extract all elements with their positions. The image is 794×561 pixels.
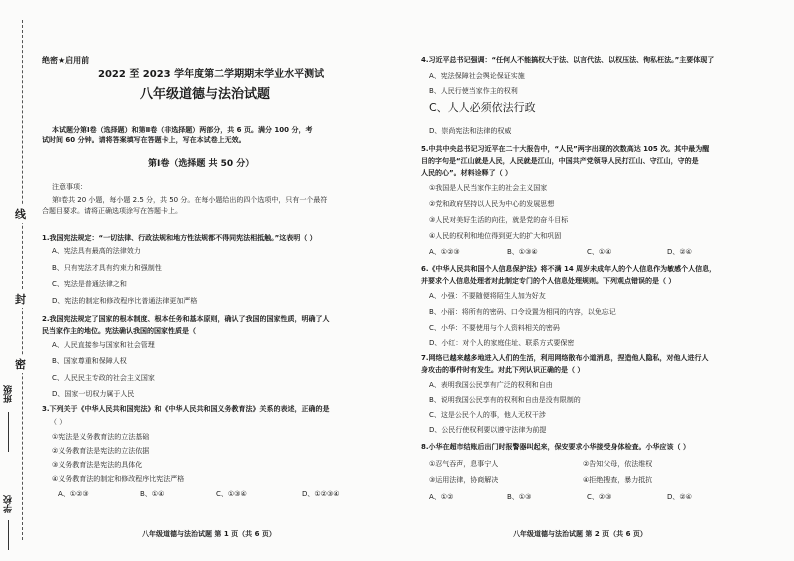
section-title: 第Ⅰ卷（选择题 共 50 分） bbox=[148, 159, 255, 169]
page-2 bbox=[415, 0, 785, 561]
confidential-mark: 绝密★启用前 bbox=[42, 56, 90, 65]
subject-title: 八年级道德与法治试题 bbox=[140, 87, 271, 102]
q2-option-d: D、国家一切权力属于人民 bbox=[52, 390, 135, 398]
page-footer: 八年级道德与法治试题 第 1 页（共 6 页） bbox=[142, 530, 276, 538]
class-blank bbox=[8, 412, 9, 452]
page-footer: 八年级道德与法治试题 第 2 页（共 6 页） bbox=[513, 530, 647, 538]
q5-statement-1: ①我国是人民当家作主的社会主义国家 bbox=[429, 184, 548, 192]
q7-option-c: C、这是公民个人的事，他人无权干涉 bbox=[429, 411, 546, 419]
question-6-stem: 并要求个人信息处理者对此制定专门的个人信息处理规则。下列观点错误的是（ ） bbox=[421, 277, 676, 285]
q5-answer-a: A、①②③ bbox=[429, 248, 460, 256]
question-7-stem: 身攻击的事件时有发生。对此下列认识正确的是（ ） bbox=[421, 366, 585, 374]
q3-answer-b: B、①④ bbox=[140, 490, 165, 498]
q4-option-d: D、崇尚宪法和法律的权威 bbox=[429, 127, 512, 135]
q3-answer-c: C、①③④ bbox=[216, 490, 247, 498]
q4-option-b: B、人民行使当家作主的权利 bbox=[429, 87, 518, 95]
q5-statement-3: ③人民对美好生活的向往，就是党的奋斗目标 bbox=[429, 216, 569, 224]
q8-statement-3: ③运用法律，协商解决 bbox=[429, 476, 499, 484]
binding-margin bbox=[0, 0, 36, 561]
question-6-stem: 6.《中华人民共和国个人信息保护法》将不满 14 周岁未成年人的个人信息作为敏感个人信息， bbox=[421, 265, 717, 273]
q8-answer-b: B、①③ bbox=[507, 493, 532, 501]
question-4-stem: 4.习近平总书记强调：“任何人不能搞权大于法、以言代法、以权压法、徇私枉法。”主要体现了 bbox=[421, 56, 715, 64]
q3-answer-a: A、①②③ bbox=[58, 490, 89, 498]
q7-option-b: B、说明我国公民享有的权利和自由是没有限制的 bbox=[429, 396, 581, 404]
q3-statement-3: ③义务教育法是宪法的具体化 bbox=[52, 461, 143, 469]
q4-option-a: A、宪法保障社会舆论保证实施 bbox=[429, 72, 525, 80]
seal-word-mi: 密 bbox=[15, 355, 26, 373]
question-5-stem: 人民的心”。材料诠释了（ ） bbox=[421, 169, 513, 177]
notice-line: 合题目要求。请将正确选项涂写在答题卡上。 bbox=[42, 207, 182, 215]
q5-answer-b: B、①③④ bbox=[507, 248, 538, 256]
question-5-stem: 5.中共中央总书记习近平在二十大报告中，“人民”两字出现的次数高达 105 次。其中最为醒 bbox=[421, 145, 710, 153]
q1-option-a: A、宪法具有最高的法律效力 bbox=[52, 247, 141, 255]
q2-option-b: B、国家尊重和保障人权 bbox=[52, 357, 127, 365]
seal-word-feng: 封 bbox=[15, 290, 26, 308]
notice-line: 第Ⅰ卷共 20 小题，每小题 2.5 分，共 50 分。在每小题给出的四个选项中，只有一个最符 bbox=[52, 196, 328, 204]
q5-statement-2: ②党和政府坚持以人民为中心的发展思想 bbox=[429, 200, 555, 208]
q2-option-c: C、人民民主专政的社会主义国家 bbox=[52, 374, 155, 382]
q1-option-c: C、宪法是普通法律之和 bbox=[52, 280, 127, 288]
q6-option-c: C、小华：不要使用与个人资料相关的密码 bbox=[429, 324, 560, 332]
q8-statement-4: ④拒绝搜查，暴力抵抗 bbox=[583, 476, 653, 484]
question-2-stem: 2.我国宪法规定了国家的根本制度、根本任务和基本原则，确认了我国的国家性质，明确了人 bbox=[42, 315, 330, 323]
exam-title: 2022 至 2023 学年度第二学期期末学业水平测试 bbox=[98, 69, 325, 80]
question-5-stem: 目的字句是“江山就是人民，人民就是江山，中国共产党领导人民打江山、守江山，守的是 bbox=[421, 157, 699, 165]
q3-statement-4: ④义务教育法的制定和修改程序比宪法严格 bbox=[52, 475, 185, 483]
seal-line bbox=[22, 20, 23, 540]
q6-option-a: A、小强：不要随便将陌生人加为好友 bbox=[429, 292, 546, 300]
intro-line: 试时间 60 分钟。请将答案填写在答题卡上，写在本试卷上无效。 bbox=[42, 136, 246, 144]
q6-option-d: D、小红：对个人的家庭住址、联系方式要保密 bbox=[429, 339, 575, 347]
q8-answer-a: A、①② bbox=[429, 493, 454, 501]
q7-option-d: D、公民行使权利要以遵守法律为前提 bbox=[429, 426, 547, 434]
q8-answer-c: C、②③ bbox=[587, 493, 612, 501]
q5-answer-d: D、②④ bbox=[667, 248, 692, 256]
q8-statement-1: ①忍气吞声，息事宁人 bbox=[429, 460, 499, 468]
question-3-stem: 3.下列关于《中华人民共和国宪法》和《中华人民共和国义务教育法》关系的表述，正确的是 bbox=[42, 405, 330, 413]
q8-answer-d: D、②④ bbox=[667, 493, 692, 501]
class-label: 班级 bbox=[4, 385, 14, 403]
q1-option-d: D、宪法的制定和修改程序比普通法律更加严格 bbox=[52, 297, 198, 305]
q3-statement-1: ①宪法是义务教育法的立法基础 bbox=[52, 433, 150, 441]
q7-option-a: A、表明我国公民享有广泛的权利和自由 bbox=[429, 381, 553, 389]
school-label: 学校 bbox=[4, 495, 14, 513]
notice-title: 注意事项： bbox=[52, 183, 87, 191]
q5-answer-c: C、①④ bbox=[587, 248, 612, 256]
page-1 bbox=[40, 0, 390, 561]
question-1-stem: 1.我国宪法规定：“一切法律、行政法规和地方性法规都不得同宪法相抵触。”这表明（ ） bbox=[42, 234, 317, 242]
q8-statement-2: ②告知父母，依法维权 bbox=[583, 460, 653, 468]
seal-word-xian: 线 bbox=[15, 205, 26, 223]
q4-option-c: C、人人必须依法行政 bbox=[429, 101, 536, 114]
q3-statement-2: ②义务教育法是宪法的立法依据 bbox=[52, 447, 150, 455]
q5-statement-4: ④人民的权利和地位得到更大的扩大和巩固 bbox=[429, 232, 562, 240]
school-blank bbox=[8, 520, 9, 550]
q6-option-b: B、小丽：将所有的密码、口令设置为相同的内容，以免忘记 bbox=[429, 308, 616, 316]
question-8-stem: 8.小华在超市结账后出门时报警器叫起来，保安要求小华接受身体检查。小华应该（ ） bbox=[421, 443, 690, 451]
question-3-stem: （ ） bbox=[50, 418, 67, 426]
q3-answer-d: D、①②③④ bbox=[302, 490, 340, 498]
q1-option-b: B、只有宪法才具有约束力和强制性 bbox=[52, 264, 162, 272]
question-2-stem: 民当家作主的地位。宪法确认我国的国家性质是（ bbox=[42, 327, 196, 335]
intro-line: 本试题分第Ⅰ卷（选择题）和第Ⅱ卷（非选择题）两部分，共 6 页。满分 100 分，考 bbox=[52, 126, 313, 134]
q2-option-a: A、人民直接参与国家和社会管理 bbox=[52, 341, 155, 349]
question-7-stem: 7.网络已越来越多地进入人们的生活，利用网络散布小道消息，捏造他人隐私，对他人进行人 bbox=[421, 354, 709, 362]
